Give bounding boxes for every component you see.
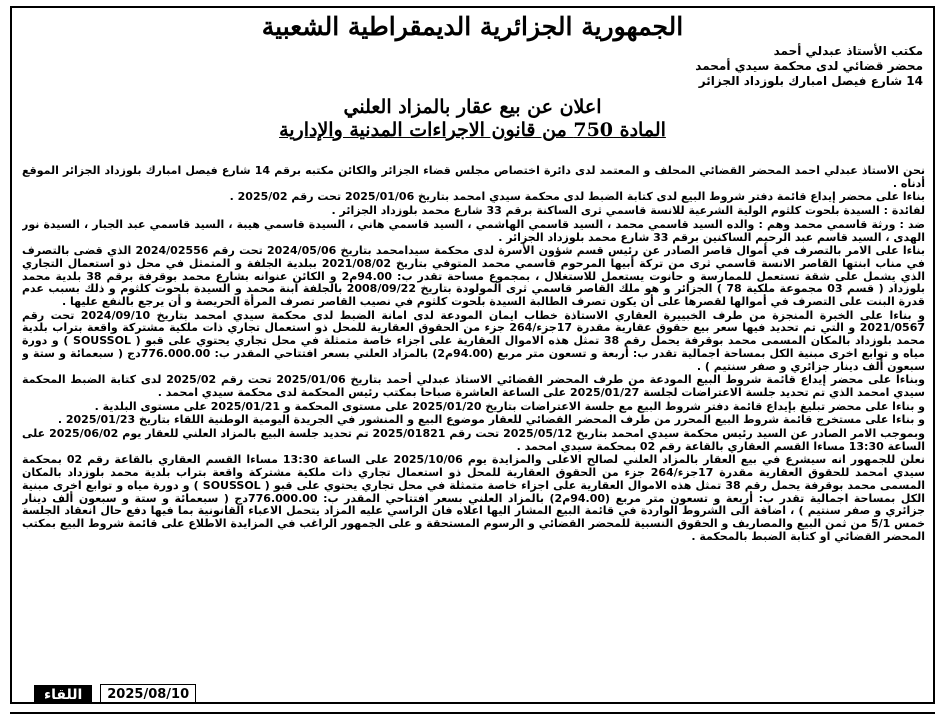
publication-date: 2025/08/10 — [100, 684, 196, 704]
body-paragraph-public-notice: نعلن للجمهور انه سيشرع في بيع العقار بالمزاد العلني لصالح الاعلى والمزايدة يوم 2025/10/06 على الساعة 13:30 مساءا القسم العقاري بالقاعة رقم 02 بمحكمة سيدي امحمد للحقوق العقارية مقدرة 17جزء/264 جزء من الحقوق العقارية للمحل ذو استعمال تجاري ذات ملكية مشتركة واقعة بتراب بلدية محمد بلوزداد بالمكان المسمى محمد بوقرفة يحمل رقم 38 تمثل هذه الاموال العقارية على اجزاء خاصة متمثلة في محل تجاري يحتوي على قبو ( SOUSSOL ) و دورة مياه و توابع اخرى مبنية الكل بمساحة اجمالية تقدر ب: أربعة و تسعون متر مربع (94.00م2) بالمزاد العلني بسعر افتتاحي المقدر ب: 776.000.00دج ( سبعمائة و ستة و سبعون ألف دينار جزائري و صفر سنتيم ) ، اضافة الى الشروط الواردة في قائمة البيع المشار اليها اعلاه فان الراسي عليه المزاد يتحمل الاعباء القانونية بما فيها دفع حال انعقاد الجلسة خمس 5/1 من ثمن البيع والمصاريف و الحقوق النسبية للمحضر القضائي و الرسوم المستحقة و على الجمهور الراغب في المزايدة الاطلاع على قائمة شروط البيع بمكتب المحضر القضائي او كتابة الضبط بالمحكمة . — [22, 453, 925, 543]
announcement-body — [22, 165, 925, 677]
announcement-frame — [10, 6, 935, 704]
body-paragraph-conditions: وبناءا على محضر إيداع قائمة شروط البيع المودعة من طرف المحضر القضائي الاستاذ عبدلي أحمد بتاريخ 2025/01/06 تحت رقم 2025/02 لدى كتابة الضبط المحكمة سيدي امحمد الذي تم تحديد جلسة الاعتراضات لجلسة 2025/01/27 على الساعة العاشرة صباحا بمكتب رئيس المحكمة لدى محكمة سيدي امحمد . — [22, 373, 925, 399]
headline-title: اعلان عن بيع عقار بالمزاد العلني — [343, 96, 602, 118]
republic-title: الجمهورية الجزائرية الديمقراطية الشعبية — [261, 12, 684, 41]
announcement-headline — [12, 96, 933, 142]
body-paragraph-against: ضد : ورثة قاسمي محمد وهم : والده السيد قاسمي محمد ، السيد قاسمي الهاشمي ، السيد قاسمي هاني ، السيدة قاسمي هيبة ، السيد قاسمي عبد الجبار ، السيدة نور الهدى ، السيد قاسم عبد الرحيم الساكنين برقم 33 شارع محمد بلوزداد الجزائر . — [22, 217, 925, 244]
office-name: مكتب الأستاذ عبدلي أحمد — [773, 44, 923, 58]
body-paragraph-order: بناءا على الامر بالتصرف في أموال قاصر الصادر عن رئيس قسم شؤون الأسرة لدى محكمة سيدامحمد بتاريخ 2024/05/06 تحت رقم 2024/02556 الذي قضى بالتصرف في مناب ابنتها القاصر الانسة قاسمي ثرى من تركة أبيها المرحوم قاسمي محمد المتوفي بتاريخ 2021/08/02 ببلدية الجلفة و المتمثل في محل ذو استعمال التجاري الذي يشمل على شقة تستعمل للممارسة و حانوت يستعمل للاستغلال ، بمجموع مساحة تقدر ب: 94.00م2 و الكائن عنوانه بشارع محمد بوقرفة برقم 38 بلدية محمد بلوزداد ( قسم 03 مجموعة ملكية 78 ) الجزائر و هو ملك القاصر قاسمي ثرى المولودة بتاريخ 2008/09/22 بالجلفة ابنة محمد و السيدة بلحوت كلثوم و ذلك بسبب عدم قدرة البنت على التصرف في أموالها لقصرها على أن يكون تصرف الطالبة السيدة بلحوت كلثوم في نصيب القاصر تصرف المرأة الحريصة و أن يرجع بالنفع عليها . — [22, 244, 925, 309]
body-paragraph-beneficiary: لفائدة : السيدة بلحوت كلثوم الولية الشرعية للانسة قاسمي ثرى الساكنة برقم 33 شارع محمد بلوزداد الجزائر . — [331, 204, 925, 218]
body-paragraph-intro: نحن الأستاذ عبدلي أحمد المحضر القضائي المحلف و المعتمد لدى دائرة اختصاص مجلس قضاء الجزائر والكائن مكتبه برقم 14 شارع فيصل امبارك بلوزداد الجزائر الموقع أدناه . — [22, 165, 925, 190]
publication-footer — [34, 684, 196, 704]
office-court: محضر قضائي لدى محكمة سيدي أمحمد — [695, 59, 923, 73]
body-paragraph-expertise: و بناءا على الخبرة المنجزة من طرف الخبييرة العقاري الاستاذة خطاب ايمان المودعة لدى امانة الضبط لدى محكمة سيدي امحمد بتاريخ 2024/09/10 تحت رقم 2021/0567 و التي تم تحديد فيها سعر بيع حقوق عقارية مقدرة 17جزء/264 جزء من الحقوق العقارية للمحل ذو استعمال تجاري ذات ملكية مشتركة واقعة بتراب بلدية محمد بلوزداد بالمكان المسمى محمد بوقرفة يحمل رقم 38 تمثل هذه الاموال العقارية على اجزاء خاصة متمثلة في محل تجاري يحتوي على قبو ( SOUSSOL ) و دورة مياه و توابع اخرى مبنية الكل بمساحة اجمالية تقدر ب: أربعة و تسعون متر مربع (94.00م2) بالمزاد العلني بسعر افتتاحي المقدر ب: 776.000.00دج ( سبعمائة و ستة و سبعون ألف دينار جزائري و صفر سنتيم ) . — [22, 308, 925, 373]
newspaper-name: اللقاء — [34, 685, 92, 704]
bailiff-office-block — [593, 44, 923, 89]
body-paragraph-session: وبموجب الامر الصادر عن السيد رئيس محكمة سيدي امحمد بتاريخ 2025/05/12 تحت رقم 2025/01821 تم تحديد جلسة البيع بالمزاد العلني للعقار يوم 2025/06/02 على الساعة 13:30 مساءا القسم العقاري بالقاعة رقم 02 بمحكمة سيدي امحمد . — [22, 427, 925, 453]
body-paragraph-extract: و بناءا على مستخرج قائمة شروط البيع المحرر من طرف المحضر القضائي للعقار موضوع البيع و المنشور في الجريدة اليومية الوطنية اللقاء بتاريخ 2025/01/23 . — [57, 413, 925, 427]
bottom-divider — [10, 712, 935, 714]
headline-article: المادة 750 من قانون الاجراءات المدنية والإدارية — [279, 119, 666, 141]
office-address: 14 شارع فيصل امبارك بلوزداد الجزائر — [698, 74, 923, 88]
body-paragraph-deposit: بناءا على محضر إيداع قائمة دفتر شروط البيع لدى كتابة الضبط لدى محكمة سيدي امحمد بتاريخ 2025/01/06 تحت رقم 2025/02 . — [229, 190, 925, 204]
body-paragraph-notification: و بناءا على محضر تبليغ بإيداع قائمة دفتر شروط البيع مع جلسة الاعتراضات بتاريخ 2025/01/20 على مستوى المحكمة و 2025/01/21 على مستوى البلدية . — [94, 399, 925, 413]
